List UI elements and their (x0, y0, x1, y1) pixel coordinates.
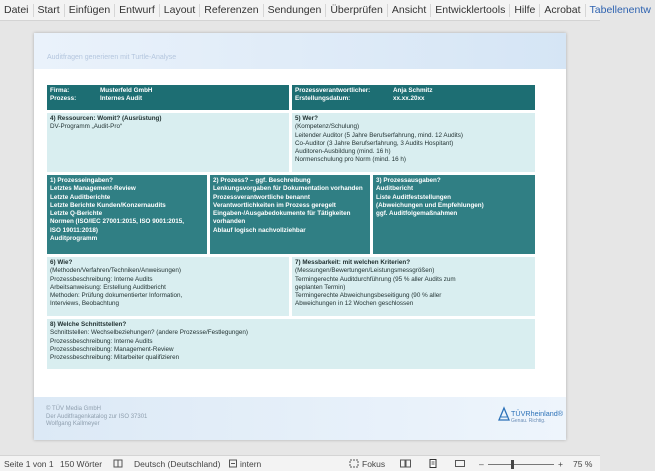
status-bar (0, 455, 600, 471)
outputs-title: 3) Prozessausgaben? (376, 177, 441, 184)
process-value: Internes Audit (100, 95, 143, 103)
interfaces-line: Prozessbeschreibung: Interne Audits (50, 337, 153, 345)
process-label: Prozess: (50, 95, 77, 103)
footer-book: Der Auditfragenkatalog zur ISO 37301 (46, 413, 148, 420)
read-mode-icon[interactable] (400, 459, 411, 470)
who-title: 5) Wer? (295, 115, 318, 122)
tab-entwurf[interactable]: Entwurf (115, 4, 160, 17)
tab-sendungen[interactable]: Sendungen (264, 4, 327, 17)
tuv-logo-icon (498, 407, 510, 423)
footer-copyright: © TÜV Media GmbH (46, 406, 101, 412)
who-line: Auditoren-Ausbildung (mind. 16 h) (295, 148, 391, 156)
how-line: Prozessbeschreibung: Interne Audits (50, 275, 153, 283)
tab-acrobat[interactable]: Acrobat (540, 4, 585, 17)
zoom-in-icon[interactable]: + (558, 459, 563, 469)
document-title: Auditfragen generieren mit Turtle-Analyse (47, 54, 177, 61)
document-page[interactable] (34, 33, 566, 440)
who-line: (Kompetenz/Schulung) (295, 123, 360, 131)
inputs-line: Letztes Management-Review (50, 185, 136, 193)
process-line: Eingaben-/Ausgabedokumente für Tätigkeiten (213, 210, 351, 218)
tab-referenzen[interactable]: Referenzen (200, 4, 263, 17)
owner-value: Anja Schmitz (393, 87, 433, 94)
tab-datei[interactable]: Datei (0, 4, 34, 17)
logo-claim: Genau. Richtig. (511, 418, 546, 424)
zoom-slider-thumb[interactable] (511, 460, 514, 469)
header-right[interactable] (292, 85, 535, 110)
tab-ansicht[interactable]: Ansicht (388, 4, 431, 17)
inputs-cell[interactable] (47, 175, 207, 254)
process-line: Prozessverantwortliche benannt (213, 193, 310, 201)
outputs-line: ggf. Auditfolgemaßnahmen (376, 210, 458, 218)
ribbon-tabs (0, 0, 651, 21)
metrics-title: 7) Messbarkeit: mit welchen Kriterien? (295, 259, 411, 266)
metrics-line: Abweichungen in 12 Wochen geschlossen (295, 300, 414, 308)
tab-einfuegen[interactable]: Einfügen (65, 4, 115, 17)
web-layout-icon[interactable] (455, 459, 465, 470)
status-sensitivity[interactable]: intern (240, 459, 262, 469)
zoom-out-icon[interactable]: – (479, 459, 484, 469)
how-line: Methoden: Prüfung dokumentierter Information, (50, 292, 183, 300)
how-line: Interviews, Beobachtung (50, 300, 119, 308)
who-line: Normenschulung pro Norm (mind. 16 h) (295, 156, 406, 164)
turtle-table (47, 85, 535, 376)
who-cell[interactable] (292, 113, 535, 172)
metrics-line: Termingerechte Abweichungsbeseitigung (90 % aller (295, 292, 442, 300)
tab-entwicklertools[interactable]: Entwicklertools (431, 4, 510, 17)
process-line: vorhanden (213, 218, 246, 226)
how-line: Arbeitsanweisung: Erstellung Auditbericht (50, 283, 166, 291)
interfaces-line: Prozessbeschreibung: Mitarbeiter qualifizieren (50, 354, 180, 362)
tab-ueberpruefen[interactable]: Überprüfen (326, 4, 388, 17)
print-layout-icon[interactable] (428, 459, 438, 470)
zoom-slider[interactable] (488, 464, 554, 465)
logo-brand: TÜVRheinland® (511, 409, 564, 418)
status-language[interactable]: Deutsch (Deutschland) (134, 459, 221, 469)
outputs-line: (Abweichungen und Empfehlungen) (376, 201, 484, 209)
metrics-line: Termingerechte Auditdurchführung (95 % aller Audits zum (295, 275, 456, 283)
company-value: Musterfeld GmbH (100, 87, 153, 94)
status-words[interactable]: 150 Wörter (60, 459, 103, 469)
date-label: Erstellungsdatum: (295, 95, 351, 103)
owner-label: Prozessverantwortlicher: (295, 87, 371, 94)
inputs-line: Letzte Auditberichte (50, 193, 111, 201)
footer-author: Wolfgang Kallmeyer (46, 421, 100, 427)
tab-start[interactable]: Start (34, 4, 65, 17)
inputs-line: Auditprogramm (50, 235, 98, 243)
header-band (34, 33, 566, 69)
metrics-line: (Messungen/Bewertungen/Leistungsmessgrößen) (295, 267, 435, 275)
tab-layout[interactable]: Layout (160, 4, 201, 17)
interfaces-line: Prozessbeschreibung: Management-Review (50, 345, 174, 353)
outputs-line: Auditbericht (376, 185, 414, 193)
outputs-cell[interactable] (373, 175, 535, 254)
focus-icon[interactable] (349, 459, 359, 470)
status-focus[interactable]: Fokus (362, 459, 386, 469)
interfaces-cell[interactable] (47, 319, 535, 369)
resources-title: 4) Ressourcen: Womit? (Ausrüstung) (50, 115, 162, 122)
status-page[interactable]: Seite 1 von 1 (4, 459, 54, 469)
who-line: Co-Auditor (3 Jahre Berufserfahrung, 3 Audits Hospitant) (295, 139, 454, 147)
inputs-line: Letzte Q-Berichte (50, 210, 103, 218)
metrics-cell[interactable] (292, 257, 535, 316)
interfaces-title: 8) Welche Schnittstellen? (50, 321, 127, 328)
date-value: xx.xx.20xx (393, 95, 425, 103)
interfaces-line: Schnittstellen: Wechselbeziehungen? (andere Prozesse/Festlegungen) (50, 329, 249, 337)
outputs-line: Liste Auditfeststellungen (376, 193, 451, 201)
company-label: Firma: (50, 87, 70, 94)
inputs-line: ISO 19011:2018) (50, 226, 98, 234)
tab-hilfe[interactable]: Hilfe (510, 4, 540, 17)
tuv-logo (498, 407, 564, 428)
process-title: 2) Prozess? – ggf. Beschreibung (213, 177, 311, 184)
sensitivity-icon[interactable] (228, 459, 238, 470)
resources-line: DV-Programm „Audit-Pro“ (50, 123, 123, 131)
status-zoom[interactable]: 75 % (573, 459, 593, 469)
proofing-icon[interactable] (113, 459, 123, 470)
process-line: Lenkungsvorgaben für Dokumentation vorhanden (213, 185, 363, 193)
header-left[interactable] (47, 85, 289, 110)
process-cell[interactable] (210, 175, 370, 254)
inputs-line: Letzte Berichte Kunden/Konzernaudits (50, 201, 166, 209)
process-line: Verantwortlichkeiten im Prozess geregelt (213, 201, 336, 209)
tab-tabellenentwurf[interactable]: Tabellenentw (589, 3, 651, 16)
metrics-line: geplanten Termin) (295, 283, 346, 291)
process-line: Ablauf logisch nachvollziehbar (213, 226, 306, 234)
who-line: Leitender Auditor (5 Jahre Berufserfahrung, mind. 12 Audits) (295, 131, 464, 139)
resources-cell[interactable] (47, 113, 289, 172)
inputs-title: 1) Prozesseingaben? (50, 177, 113, 184)
how-title: 6) Wie? (50, 259, 73, 266)
inputs-line: Normen (ISO/IEC 27001:2015, ISO 9001:2015, (50, 218, 185, 226)
how-cell[interactable] (47, 257, 289, 316)
how-line: (Methoden/Verfahren/Techniken/Anweisungen) (50, 267, 181, 275)
footer (46, 406, 147, 429)
